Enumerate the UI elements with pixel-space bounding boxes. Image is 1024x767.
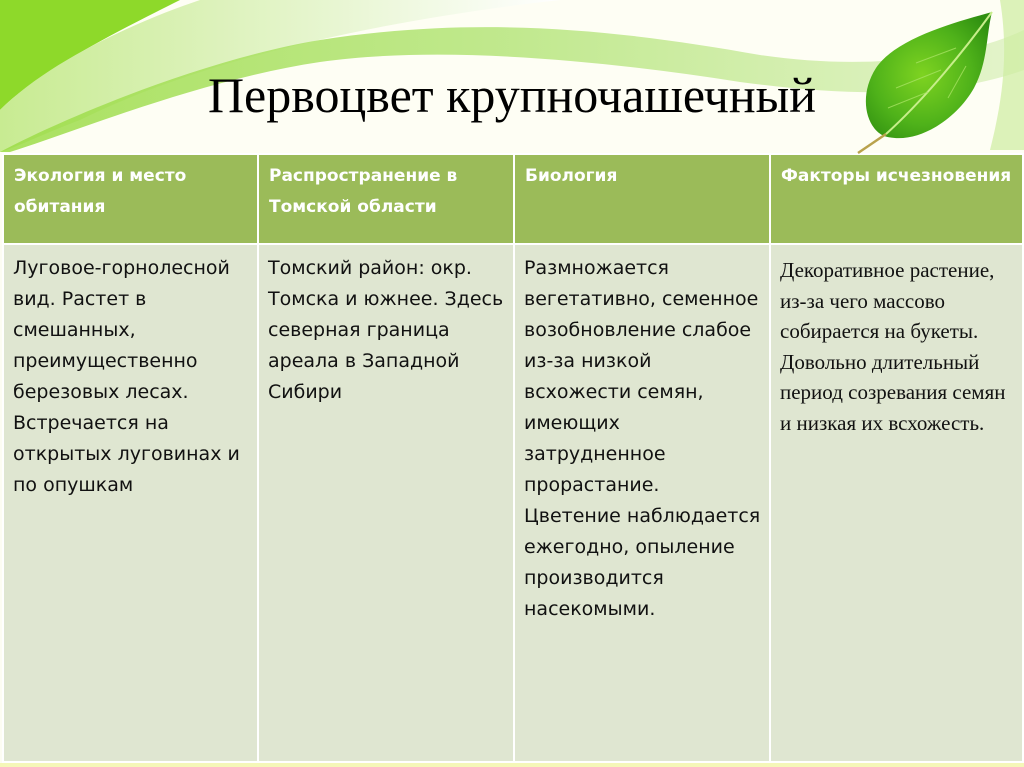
header-biology: Биология: [514, 154, 770, 244]
header-extinction-factors: Факторы исчезновения: [770, 154, 1023, 244]
leaf-icon: [836, 8, 996, 156]
cell-ecology: Луговое-горнолесной вид. Растет в смешанных, преимущественно березовых лесах. Встречается на открытых луговинах и по опушкам: [3, 244, 258, 762]
cell-distribution: Томский район: окр. Томска и южнее. Здесь северная граница ареала в Западной Сибири: [258, 244, 514, 762]
cell-biology: Размножается вегетативно, семенное возобновление слабое из-за низкой всхожести семян, имеющих затрудненное прорастание. Цветение наблюдается ежегодно, опыление производится насекомыми.: [514, 244, 770, 762]
cell-extinction-factors: Декоративное растение, из-за чего массово собирается на букеты. Довольно длительный период созревания семян и низкая их всхожесть.: [770, 244, 1023, 762]
table-row: [3, 244, 1023, 762]
info-table: [2, 153, 1024, 763]
header-distribution: Распространение в Томской области: [258, 154, 514, 244]
header-ecology: Экология и место обитания: [3, 154, 258, 244]
bottom-divider: [0, 763, 1024, 767]
slide-title: Первоцвет крупночашечный: [207, 67, 817, 123]
table-header-row: [3, 154, 1023, 244]
